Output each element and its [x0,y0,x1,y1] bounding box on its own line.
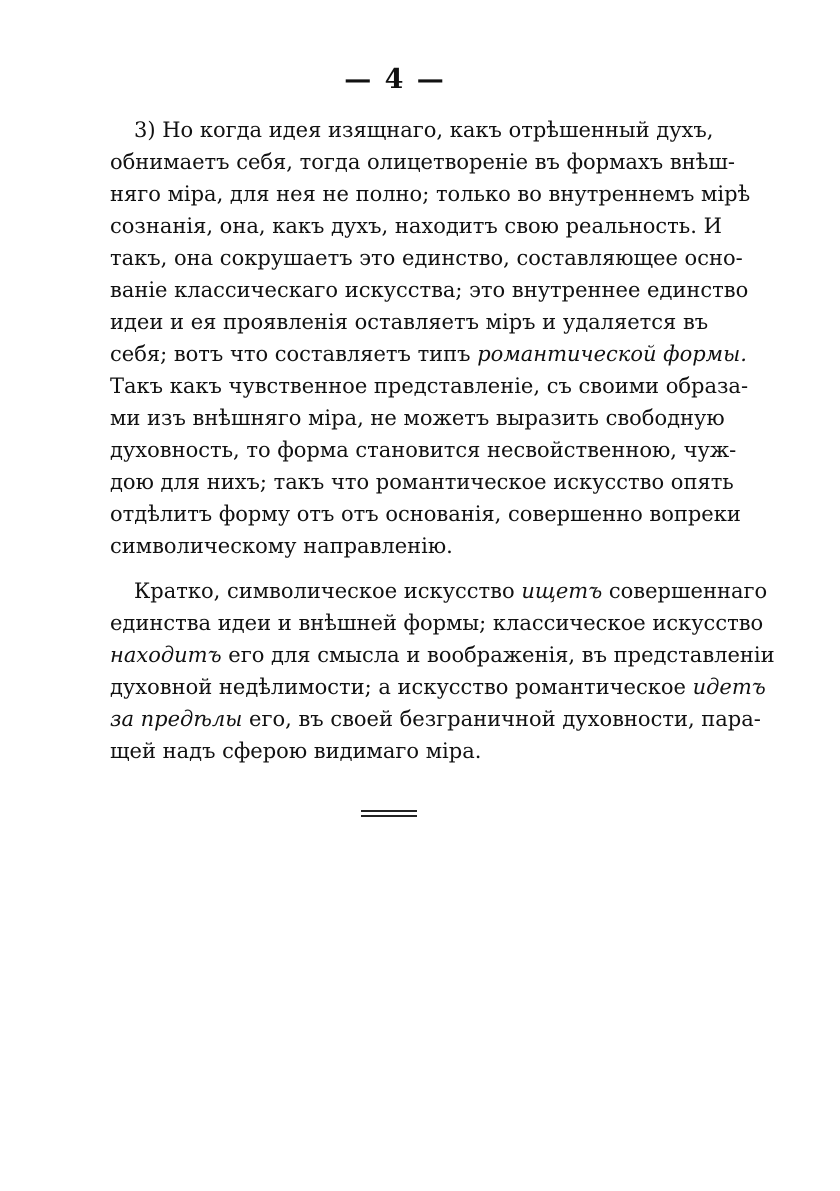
text-line: няго міра, для нея не полно; только во внутреннемъ мірѣ [110,182,751,206]
text-line: сознанія, она, какъ духъ, находитъ свою реальность. И [110,214,722,238]
page-number: — 4 — [344,64,446,95]
body-text [110,114,775,767]
text-line: отдѣлитъ форму отъ отъ основанія, совершенно вопреки [110,502,741,526]
text-line [110,671,766,703]
text-segment: его для смысла и воображенія, въ представленіи [228,643,775,667]
paragraph-gap [110,562,686,575]
text-line: щей надъ сферою видимаго міра. [110,739,482,763]
section-end-rule [361,810,417,818]
italic-phrase: романтической формы. [477,342,747,366]
text-line [110,575,768,607]
text-line: идеи и ея проявленія оставляетъ міръ и удаляется въ [110,310,709,334]
italic-word: ищетъ [521,579,603,603]
text-line: ми изъ внѣшняго міра, не можетъ выразить свободную [110,406,725,430]
text-segment: духовной недѣлимости; а искусство романтическое [110,675,686,699]
text-line: Такъ какъ чувственное представленіе, съ своими образа- [110,374,749,398]
text-segment: Кратко, символическое искусство [134,579,515,603]
italic-word: находитъ [110,643,222,667]
text-segment: себя; вотъ что составляетъ типъ [110,342,471,366]
text-line [110,639,775,671]
text-line: единства идеи и внѣшней формы; классическое искусство [110,611,764,635]
text-line: символическому направленію. [110,534,453,558]
text-line: обнимаетъ себя, тогда олицетвореніе въ формахъ внѣш- [110,150,735,174]
text-line: 3) Но когда идея изящнаго, какъ отрѣшенный духъ, [134,118,714,142]
text-segment: его, въ своей безграничной духовности, пара- [249,707,761,731]
text-line: ваніе классическаго искусства; это внутреннее единство [110,278,749,302]
text-line [110,338,747,370]
rule-line [361,810,417,812]
rule-line [361,815,417,817]
italic-phrase: за предѣлы [110,707,243,731]
italic-word: идетъ [692,675,766,699]
text-line: такъ, она сокрушаетъ это единство, составляющее осно- [110,246,743,270]
text-line: духовность, то форма становится несвойственною, чуж- [110,438,737,462]
text-segment: совершеннаго [608,579,768,603]
text-line [110,703,761,735]
text-line: дою для нихъ; такъ что романтическое искусство опять [110,470,734,494]
